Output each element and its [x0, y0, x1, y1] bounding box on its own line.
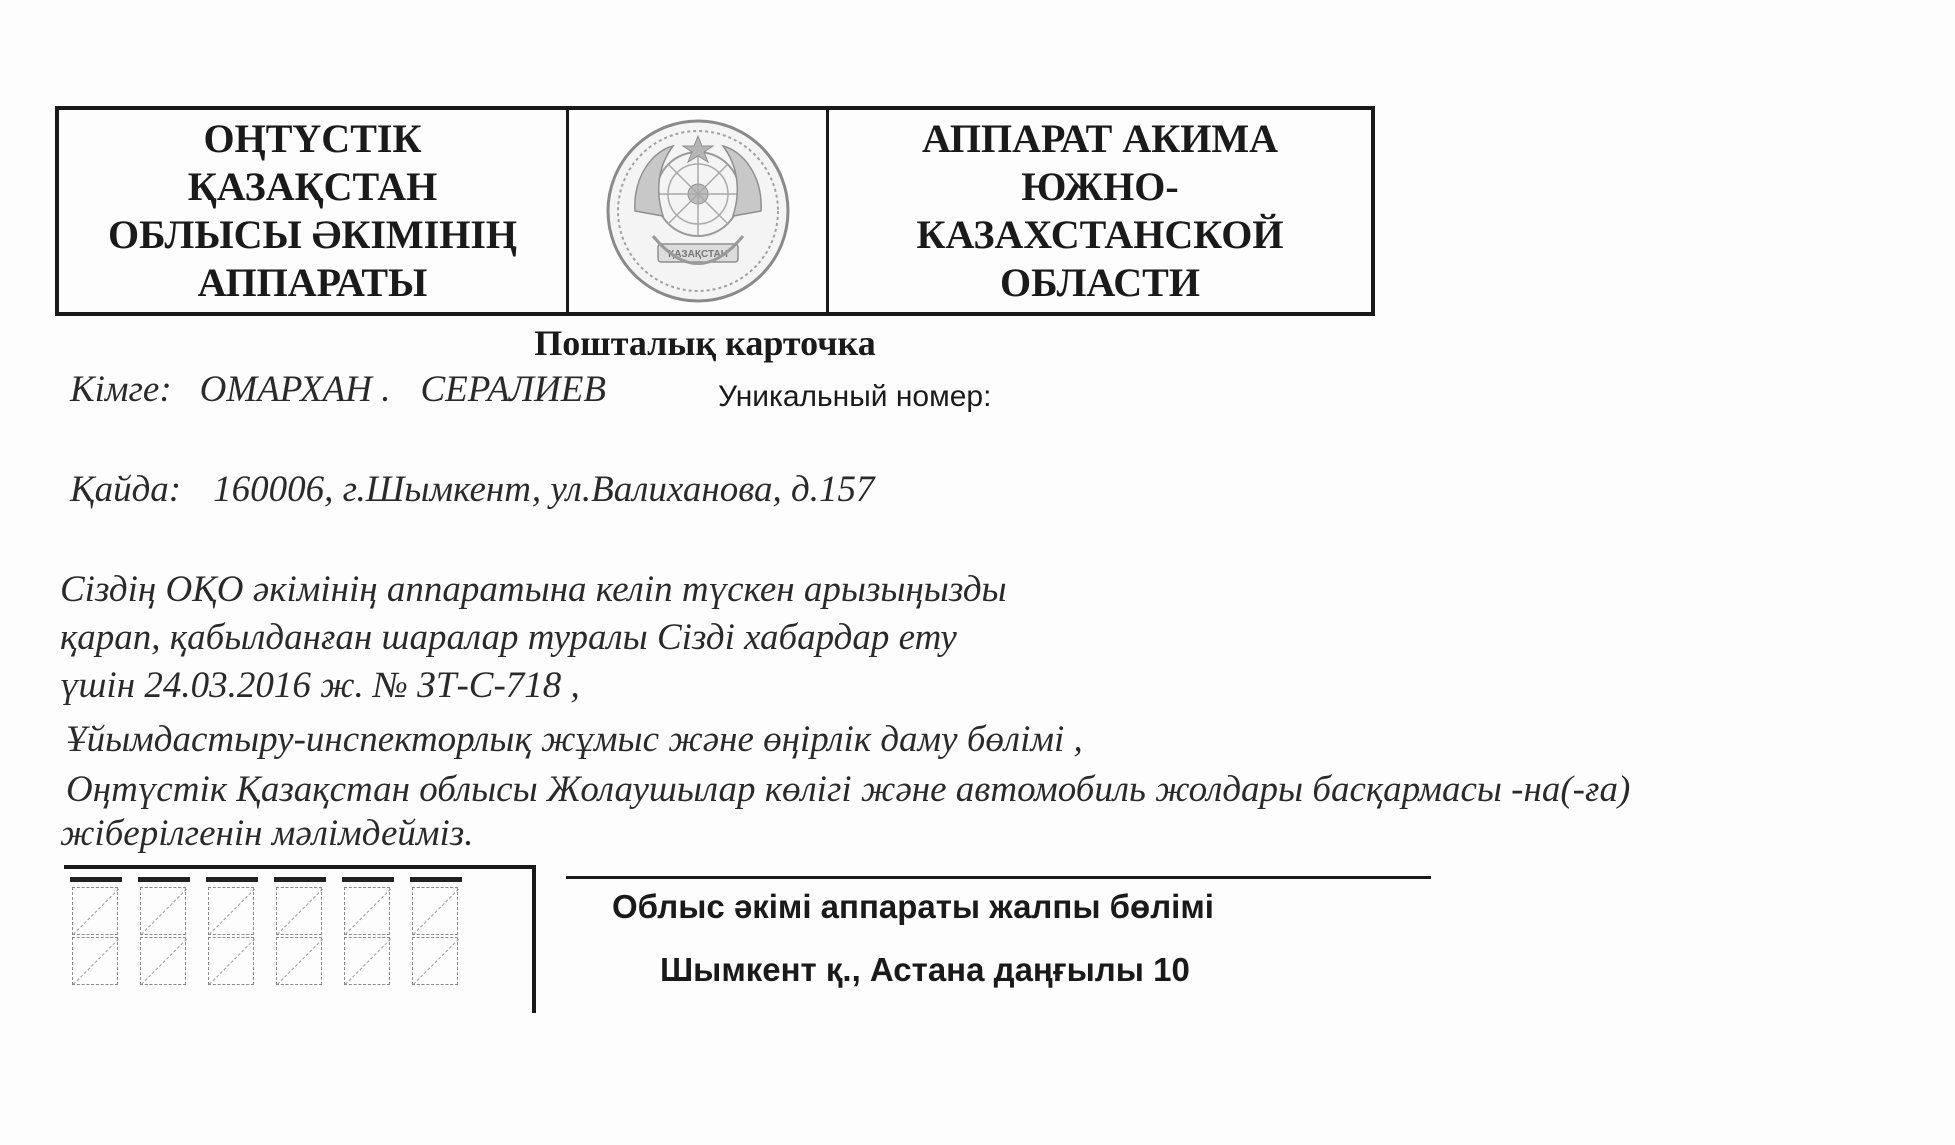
postcode-digit-box: [208, 877, 256, 989]
letterhead-russian: [829, 110, 1371, 312]
postcode-digit-upper-cell: [276, 887, 322, 935]
body-line-5: Оңтүстік Қазақстан облысы Жолаушылар көлігі және автомобиль жолдары басқармасы -на(-ға): [66, 769, 1631, 810]
body-line-3: үшін 24.03.2016 ж. № ЗТ-С-718 ,: [60, 665, 580, 706]
postcode-digit-upper-cell: [412, 887, 458, 935]
postcode-digit-lower-cell: [412, 937, 458, 985]
letterhead-russian-line-1: АППАРАТ АКИМА: [921, 116, 1278, 161]
postcode-digit-dash: [206, 877, 258, 882]
body-line-1: Сіздің ОҚО әкімінің аппаратына келіп түскен арызыңызды: [60, 569, 1007, 610]
postcode-box: [64, 865, 536, 1013]
address-value: 160006, г.Шымкент, ул.Валиханова, д.157: [213, 469, 875, 510]
postcode-digit-box: [344, 877, 392, 989]
return-address-rule: [566, 876, 1431, 879]
letterhead-kazakh-line-3: ОБЛЫСЫ ӘКІМІНІҢ: [107, 212, 518, 257]
postcode-digit-dash: [410, 877, 462, 882]
card-title: Пошталық карточка: [534, 323, 876, 363]
body-line-6: жіберілгенін мәлімдейміз.: [60, 813, 474, 854]
postcode-digit-upper-cell: [344, 887, 390, 935]
letterhead-kazakh-line-2: ҚАЗАҚСТАН: [187, 164, 438, 209]
return-address-line-1: Облыс әкімі аппараты жалпы бөлімі: [612, 888, 1214, 925]
letterhead-kazakh: [59, 110, 569, 312]
emblem-seal-text: ҚАЗАҚСТАН: [667, 249, 728, 260]
postcode-digits: [72, 877, 460, 989]
state-emblem-icon: [598, 111, 798, 311]
unique-number-label: Уникальный номер:: [718, 380, 992, 413]
postcode-digit-dash: [138, 877, 190, 882]
letterhead-kazakh-line-1: ОҢТҮСТІК: [203, 116, 422, 161]
address-label: Қайда:: [70, 469, 182, 510]
return-address-line-2: Шымкент қ., Астана даңғылы 10: [660, 951, 1190, 988]
postcode-digit-lower-cell: [72, 937, 118, 985]
postcode-digit-upper-cell: [140, 887, 186, 935]
emblem-cell: [569, 110, 829, 312]
postcode-digit-dash: [70, 877, 122, 882]
body-line-4: Ұйымдастыру-инспекторлық жұмыс және өңірлік даму бөлімі ,: [66, 719, 1083, 760]
postcode-digit-box: [412, 877, 460, 989]
recipient-last-name: СЕРАЛИЕВ: [420, 369, 606, 410]
postcode-digit-upper-cell: [72, 887, 118, 935]
postcode-digit-upper-cell: [208, 887, 254, 935]
postcode-digit-lower-cell: [208, 937, 254, 985]
postcode-digit-lower-cell: [344, 937, 390, 985]
postcode-right-rule: [532, 865, 536, 1013]
recipient-row: [70, 368, 606, 411]
postcode-top-rule: [64, 865, 536, 869]
recipient-first-name: ОМАРХАН .: [199, 369, 391, 410]
postcode-digit-box: [140, 877, 188, 989]
address-row: [70, 468, 874, 511]
postcode-digit-lower-cell: [140, 937, 186, 985]
letterhead-russian-line-3: КАЗАХСТАНСКОЙ: [916, 212, 1284, 257]
recipient-label: Кімге:: [70, 369, 172, 410]
letterhead-table: [55, 106, 1375, 316]
postcode-digit-box: [276, 877, 324, 989]
postcode-digit-dash: [274, 877, 326, 882]
letterhead-russian-line-2: ЮЖНО-: [1021, 164, 1179, 209]
letterhead-kazakh-line-4: АППАРАТЫ: [197, 260, 428, 305]
postcode-digit-lower-cell: [276, 937, 322, 985]
postcode-digit-dash: [342, 877, 394, 882]
body-line-2: қарап, қабылданған шаралар туралы Сізді хабардар ету: [60, 617, 957, 658]
letterhead-russian-line-4: ОБЛАСТИ: [1000, 260, 1200, 305]
postcode-digit-box: [72, 877, 120, 989]
